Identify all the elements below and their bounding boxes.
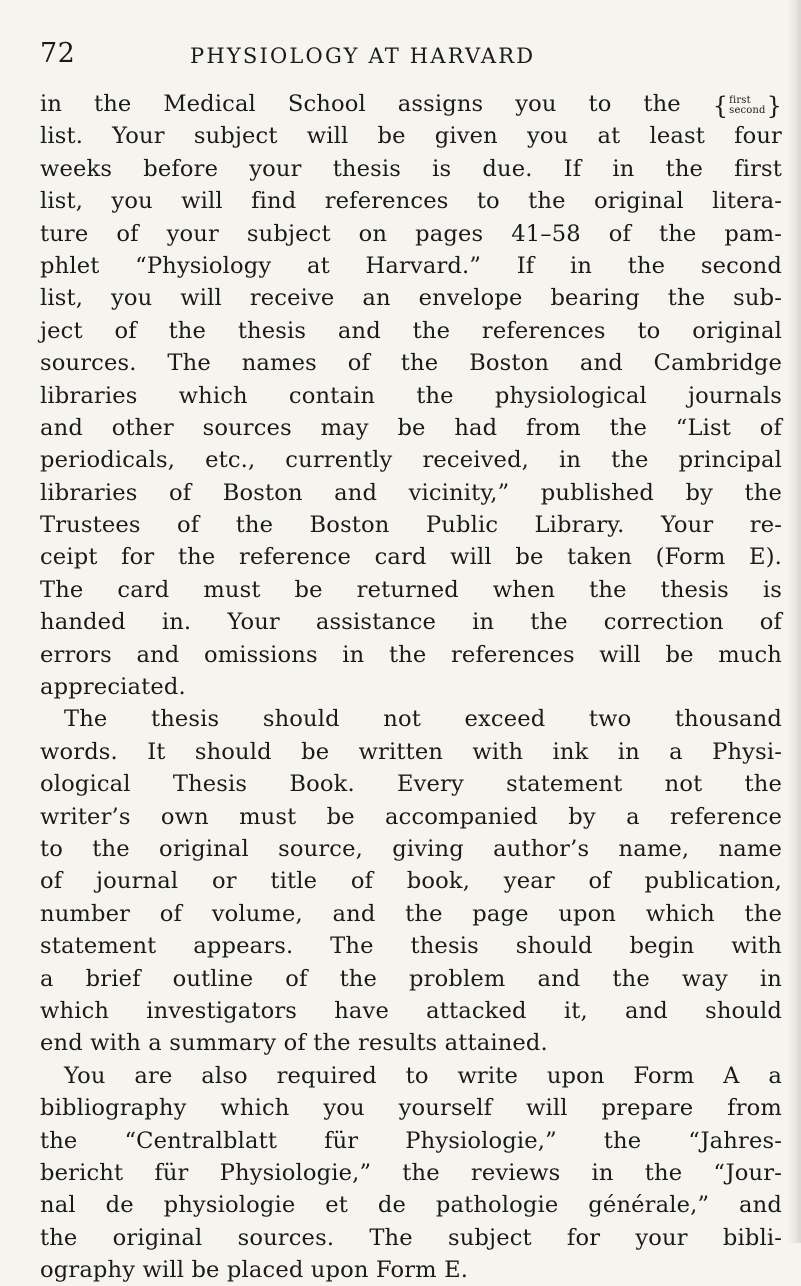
brace-bottom-word: second	[729, 104, 766, 116]
brace-stack	[729, 96, 765, 116]
text-line: a brief outline of the problem and the way in	[40, 965, 782, 992]
brace-right: }	[766, 91, 782, 120]
text-line: weeks before your thesis is due. If in the first	[40, 155, 782, 182]
page-header	[40, 36, 780, 72]
brace-top-word: first	[729, 94, 751, 106]
text-line: the “Centralblatt für Physiologie,” the “Jahres-	[40, 1127, 782, 1154]
text-line: words. It should be written with ink in a Physi-	[40, 738, 782, 765]
paragraph	[40, 88, 782, 703]
page-edge-shadow	[787, 0, 801, 1243]
paragraph	[40, 1060, 782, 1286]
text-line: ological Thesis Book. Every statement not the	[40, 771, 782, 798]
line-text: in the Medical School assigns you to the	[40, 91, 713, 117]
text-line: You are also required to write upon Form A a	[64, 1062, 782, 1089]
body-text	[40, 88, 782, 1286]
text-line: appreciated.	[40, 674, 186, 701]
text-line: handed in. Your assistance in the correction of	[40, 609, 782, 636]
text-line: statement appears. The thesis should begin with	[40, 933, 782, 960]
text-line: nal de physiologie et de pathologie générale,” and	[40, 1192, 782, 1219]
text-line: end with a summary of the results attained.	[40, 1030, 548, 1057]
text-line: ture of your subject on pages 41–58 of the pam-	[40, 220, 782, 247]
text-line: periodicals, etc., currently received, in the principal	[40, 447, 782, 474]
text-line: and other sources may be had from the “List of	[40, 414, 782, 441]
text-line: bericht für Physiologie,” the reviews in the “Jour-	[40, 1159, 782, 1186]
page-number: 72	[40, 38, 76, 69]
text-line: Trustees of the Boston Public Library. Your re-	[40, 512, 782, 539]
brace-left: {	[712, 91, 729, 120]
first-second-brace	[713, 89, 782, 121]
text-line: sources. The names of the Boston and Cambridge	[40, 350, 782, 377]
text-line: the original sources. The subject for your bibli-	[40, 1224, 782, 1251]
text-line: libraries of Boston and vicinity,” published by the	[40, 479, 782, 506]
text-line: ceipt for the reference card will be taken (Form E).	[40, 544, 782, 571]
text-line: list, you will receive an envelope bearing the sub-	[40, 285, 782, 312]
running-title: PHYSIOLOGY AT HARVARD	[190, 44, 536, 68]
text-line: ject of the thesis and the references to original	[40, 317, 782, 344]
text-line: list. Your subject will be given you at least four	[40, 123, 782, 150]
text-line	[40, 88, 782, 120]
text-line: number of volume, and the page upon which the	[40, 900, 782, 927]
text-line: of journal or title of book, year of publication,	[40, 868, 782, 895]
text-line: bibliography which you yourself will prepare from	[40, 1095, 782, 1122]
text-line: which investigators have attacked it, and should	[40, 997, 782, 1024]
text-line: ography will be placed upon Form E.	[40, 1257, 469, 1284]
text-line: errors and omissions in the references will be much	[40, 641, 782, 668]
text-line: libraries which contain the physiological journals	[40, 382, 782, 409]
text-line: The card must be returned when the thesis is	[40, 576, 782, 603]
text-line: phlet “Physiology at Harvard.” If in the second	[40, 252, 782, 279]
text-line: list, you will find references to the original litera-	[40, 188, 782, 215]
paragraph	[40, 703, 782, 1059]
text-line: to the original source, giving author’s name, name	[40, 835, 782, 862]
text-line: writer’s own must be accompanied by a reference	[40, 803, 782, 830]
text-line: The thesis should not exceed two thousand	[64, 706, 782, 733]
